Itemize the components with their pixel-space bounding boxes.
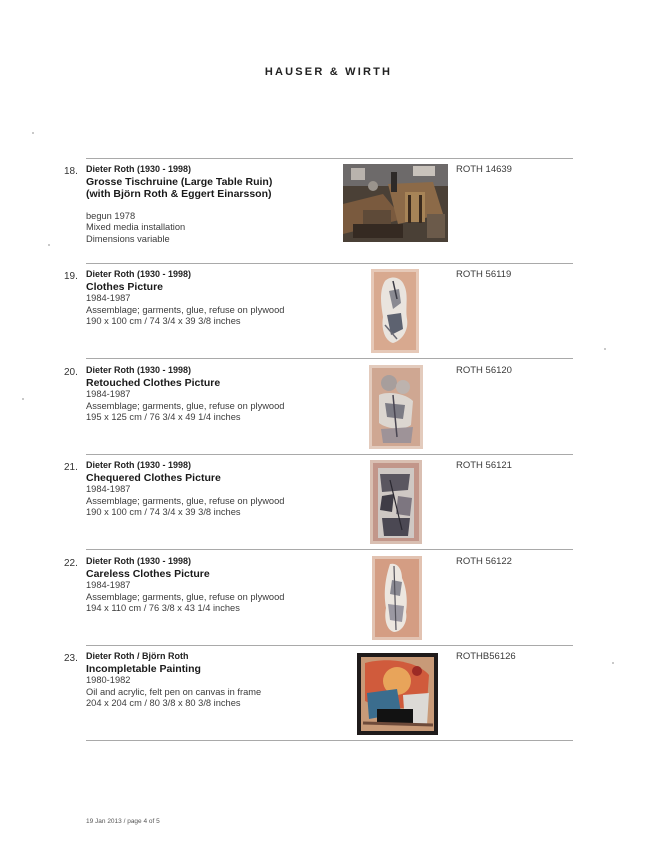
divider [86, 358, 573, 359]
artwork-medium: Oil and acrylic, felt pen on canvas in frame [86, 686, 262, 697]
inventory-code: ROTH 56121 [456, 460, 512, 471]
artwork-title: Retouched Clothes Picture [86, 376, 221, 389]
clothes-picture-thumbnail-icon [370, 460, 422, 544]
inventory-code: ROTH 56120 [456, 365, 512, 376]
scan-speck [32, 132, 34, 134]
artwork-date: 1984-1987 [86, 293, 131, 303]
artwork-dimensions: 190 x 100 cm / 74 3/4 x 39 3/8 inches [86, 507, 241, 517]
artwork-dimensions: 190 x 100 cm / 74 3/4 x 39 3/8 inches [86, 316, 241, 326]
artist-name: Dieter Roth (1930 - 1998) [86, 460, 192, 470]
artwork-date: 1980-1982 [86, 675, 131, 685]
page-footer: 19 Jan 2013 / page 4 of 5 [86, 818, 160, 825]
clothes-picture-thumbnail-icon [369, 365, 423, 449]
artwork-title: Careless Clothes Picture [86, 567, 210, 580]
divider [86, 454, 573, 455]
artwork-title: Incompletable Painting [86, 662, 201, 675]
divider [86, 549, 573, 550]
entry-number: 22. [64, 558, 78, 569]
artwork-date: 1984-1987 [86, 389, 131, 399]
scan-speck [22, 398, 24, 400]
artist-name: Dieter Roth (1930 - 1998) [86, 556, 192, 566]
artist-name: Dieter Roth / Björn Roth [86, 651, 189, 661]
inventory-code: ROTHB56126 [456, 651, 516, 662]
artwork-dimensions: 194 x 110 cm / 76 3/8 x 43 1/4 inches [86, 603, 240, 613]
clothes-picture-thumbnail-icon [371, 269, 419, 353]
artist-name: Dieter Roth (1930 - 1998) [86, 365, 192, 375]
artwork-medium: Assemblage; garments, glue, refuse on plywood [86, 304, 285, 315]
artwork-dimensions: 204 x 204 cm / 80 3/8 x 80 3/8 inches [86, 698, 241, 708]
entry-number: 18. [64, 166, 78, 177]
artwork-date: begun 1978 [86, 210, 136, 221]
entry-number: 20. [64, 367, 78, 378]
artist-name: Dieter Roth (1930 - 1998) [86, 269, 192, 279]
divider [86, 645, 573, 646]
gallery-brand: HAUSER & WIRTH [264, 66, 393, 78]
artwork-medium: Mixed media installation [86, 222, 186, 232]
clothes-picture-thumbnail-icon [372, 556, 422, 640]
artwork-title: Grosse Tischruine (Large Table Ruin) [86, 175, 273, 188]
divider [86, 158, 573, 159]
scan-speck [612, 662, 614, 664]
entry-number: 19. [64, 271, 78, 282]
artwork-medium: Assemblage; garments, glue, refuse on plywood [86, 591, 285, 602]
artwork-date: 1984-1987 [86, 580, 131, 590]
inventory-code: ROTH 14639 [456, 164, 512, 175]
divider [86, 263, 573, 264]
artwork-date: 1984-1987 [86, 484, 131, 494]
inventory-code: ROTH 56119 [456, 269, 512, 280]
artwork-title-line-2: (with Björn Roth & Eggert Einarsson) [86, 188, 272, 200]
artwork-title: Clothes Picture [86, 280, 164, 293]
inventory-code: ROTH 56122 [456, 556, 512, 567]
scan-speck [48, 244, 50, 246]
artwork-dimensions: Dimensions variable [86, 233, 170, 244]
entry-number: 23. [64, 653, 78, 664]
divider [86, 740, 573, 741]
artwork-dimensions: 195 x 125 cm / 76 3/4 x 49 1/4 inches [86, 412, 241, 422]
artwork-title: Chequered Clothes Picture [86, 471, 221, 484]
entry-number: 21. [64, 462, 78, 473]
installation-photo-icon [343, 164, 448, 242]
artwork-medium: Assemblage; garments, glue, refuse on plywood [86, 400, 285, 411]
framed-painting-thumbnail-icon [357, 653, 438, 735]
artwork-medium: Assemblage; garments, glue, refuse on plywood [86, 495, 285, 506]
scan-speck [604, 348, 606, 350]
artist-name: Dieter Roth (1930 - 1998) [86, 164, 192, 174]
